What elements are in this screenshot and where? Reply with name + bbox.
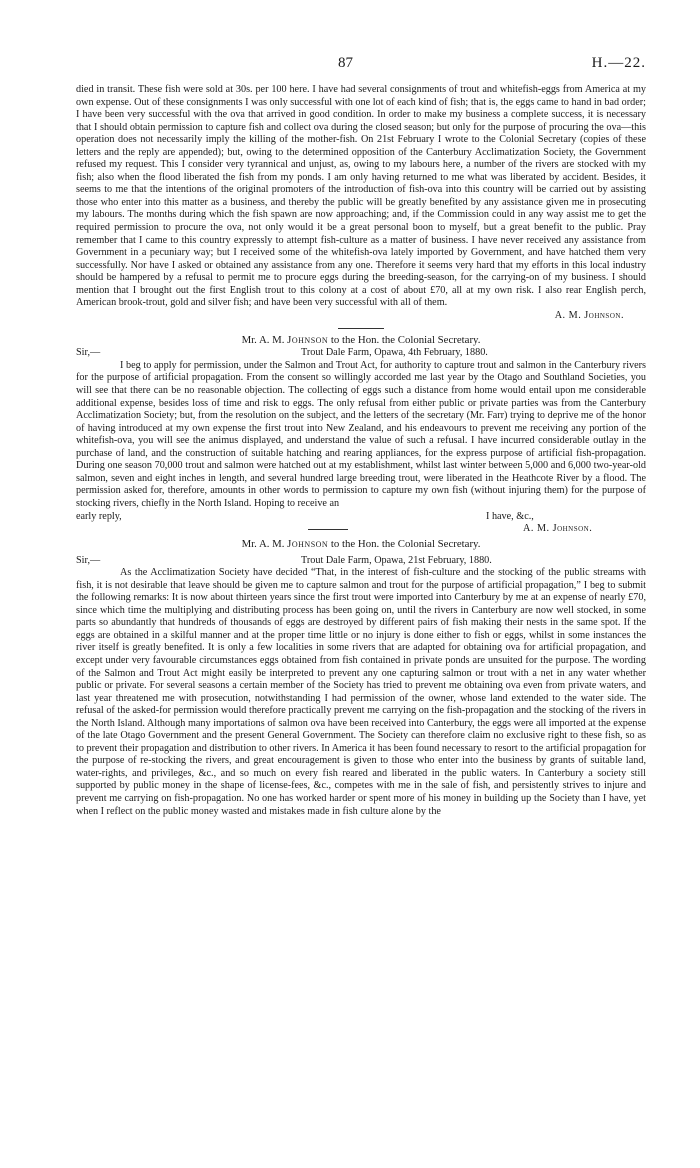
closing-divider [308,529,348,530]
heading-suffix: to the Hon. the Colonial Secretary. [328,334,481,347]
letter-1-signature-line [76,523,646,536]
closing-right: I have, &c., [486,510,534,522]
letter-2-salutation-line [76,555,646,568]
signature-2: A. M. Johnson. [523,523,593,535]
heading-prefix: Mr. A. M. [241,537,288,550]
letter-1-heading [76,334,646,347]
page-header [76,55,646,75]
heading-prefix: Mr. A. M. [241,334,288,347]
letter-2-body: As the Acclimatization Society have decided “That, in the interest of fish-culture and the stocking of the public streams with fish, it is not desirable that leave should be given me to capture salmon and trout for the purpose of artificial propagation,” I beg to submit the following remarks: It is now about thirteen years since the first trout were imported into Canterbury by me at an expense of nearly £70, since which time the multiplying and distributing process has been going on, until the rivers in Canterbury are now well stocked, in some parts so abundantly that hundreds of thousands of eggs are destroyed by different pairs of fish making their nests in the same spot. If the eggs are obtained in a skilful manner and at the proper time little or no injury is done either to fish or eggs, whilst in some instances the river itself is greatly benefited. It is only a few localities in some rivers that are adapted for obtaining ova for artificial propagation, and except under very favourable circumstances eggs obtained from fish contained in private ponds are unsuited for the purpose. The wording of the Salmon and Trout Act might easily be interpreted to prevent any one capturing salmon or trout with a net in any water whether public or private. For several seasons a certain member of the Society has tried to prevent me obtaining ova even from private waters, and last year threatened me with prosecution, notwithstanding I had permission of the owner, whose land extended to the water side. The refusal of the asked-for permission would therefore practically prevent me carrying on the fish-propagation and the stocking of the rivers in the North Island. Although many importations of salmon ova have been received into Canterbury, the eggs were all imported at the expense of the late Otago Government and the present General Government. The Society can therefore claim no exclusive right to these fish, so as to prevent their propagation and distribution to other rivers. In America it has been found necessary to resort to the artificial propagation for the purpose of re-stocking the rivers, and great encouragement is given to those who enter into the business by grants of suitable land, water-rights, and privileges, &c., and so much on every fish reared and liberated in the public waters. In Canterbury a society still supported by public money in the shape of license-fees, &c., competes with me in the sale of fish, and persistently strives to injure and prevent me carrying on fish-propagation. No one has worked harder or spent more of his money in building up the Society than I have, yet when I reflect on the public money wasted and mistakes made in fish culture alone by the [76,567,646,817]
document-body [76,84,646,818]
letter-1-closing [76,511,646,524]
salutation: Sir,— [76,554,101,566]
closing-left: early reply, [76,510,122,522]
letter-1-salutation-line [76,347,646,360]
document-reference: H.—22. [591,55,646,71]
salutation: Sir,— [76,347,101,359]
letter-2-heading [76,538,646,551]
heading-name: Johnson [287,334,329,347]
signature-1: A. M. Johnson. [554,309,624,321]
heading-suffix: to the Hon. the Colonial Secretary. [328,537,481,550]
letter-1-body: I beg to apply for permission, under the Salmon and Trout Act, for authority to capture trout and salmon in the Canterbury rivers for the purpose of artificial propagation. From the consent so willingly accorded me last year by the Otago and Southland Societies, you will see that there can be no reasonable objection. The collecting of eggs such a distance from home would entail upon me considerable additional expense, besides loss of time and risk to eggs. The only refusal from either public or private parties was from the Canterbury Acclimatization Society; but, from the resolution on the subject, and the letters of the secretary (Mr. Farr) trying to deprive me of the honor of having introduced at my own expense the first trout into New Zealand, and his endeavours to prevent me receiving any portion of the whitefish-ova, you will see the animus displayed, and understand the value of such a refusal. I have incurred considerable outlay in the purchase of land, and the construction of suitable hatching and rearing appliances, for the express purpose of artificial fish-propagation. During one season 70,000 trout and salmon were hatched out at my establishment, whilst last winter between 5,000 and 6,000 two-year-old salmon, seven and eight inches in length, and several hundred large breeding trout, were liberated in the Heathcote River by a flood. The permission asked for, therefore, amounts in other words to permission to capture my own fish (without injuring them) for the purpose of stocking rivers, chiefly in the North Island. Hoping to receive an [76,359,646,509]
heading-name: Johnson [287,537,329,550]
continued-paragraph: died in transit. These fish were sold at 30s. per 100 here. I have had several consignments of trout and whitefish-eggs from America at my own expense. Out of these consignments I was only successful with one lot of each kind of fish; that is, the eggs came to hand in bad order; I have been very successful with the ova that arrived in good condition. In order to make my business a complete success, it is necessary that I should obtain permission to capture fish and collect ova during the closed season; but only for the purpose of procuring the ova—this operation does not necessarily imply the killing of the mother-fish. On 21st February I wrote to the Colonial Secretary (copies of these letters and the reply are appended); but, owing to the determined opposition of the Canterbury Acclimatization Society, the Government refused my request. This I consider very tyrannical and unjust, as, owing to my labours here, a number of the rivers are stocked with my fish; also when the flood liberated the fish from my ponds. I am only having returned to me what was liberated by accident. Besides, it seems to me that the intentions of the original promoters of the introduction of fish-ova into this country will be carried out by assisting those who enter into this matter as a business, and thereby the public will be greatly benefited by any assistance given me in prosecuting my labours. The months during which the fish spawn are now approaching; and, if the Commission could in any way assist me to get the required permission to procure the ova, not only would it be a great personal boon to myself, but a great benefit to the public. Pray remember that I came to this country expressly to attempt fish-culture as a matter of business. I have never received any assistance from Government in a pecuniary way; but I received some of the whitefish-ova lately imported by Government, and have hatched them very successfully. Nor have I asked or obtained any assistance from any one. Therefore it seems very hard that my efforts in this local industry should be hampered by a refusal to permit me to procure eggs during the breeding-season, for the carrying-on of my business. I should mention that I brought out the first English trout to this colony at a cost of about £70, all at my own risk. I also rear English perch, American brook-trout, gold and silver fish; and have been very successful with all of them. [76,84,646,309]
letter-address-date: Trout Dale Farm, Opawa, 4th February, 1880. [301,347,488,359]
section-divider [338,328,384,329]
page-number: 87 [338,55,353,71]
letter-address-date: Trout Dale Farm, Opawa, 21st February, 1880. [301,554,492,566]
